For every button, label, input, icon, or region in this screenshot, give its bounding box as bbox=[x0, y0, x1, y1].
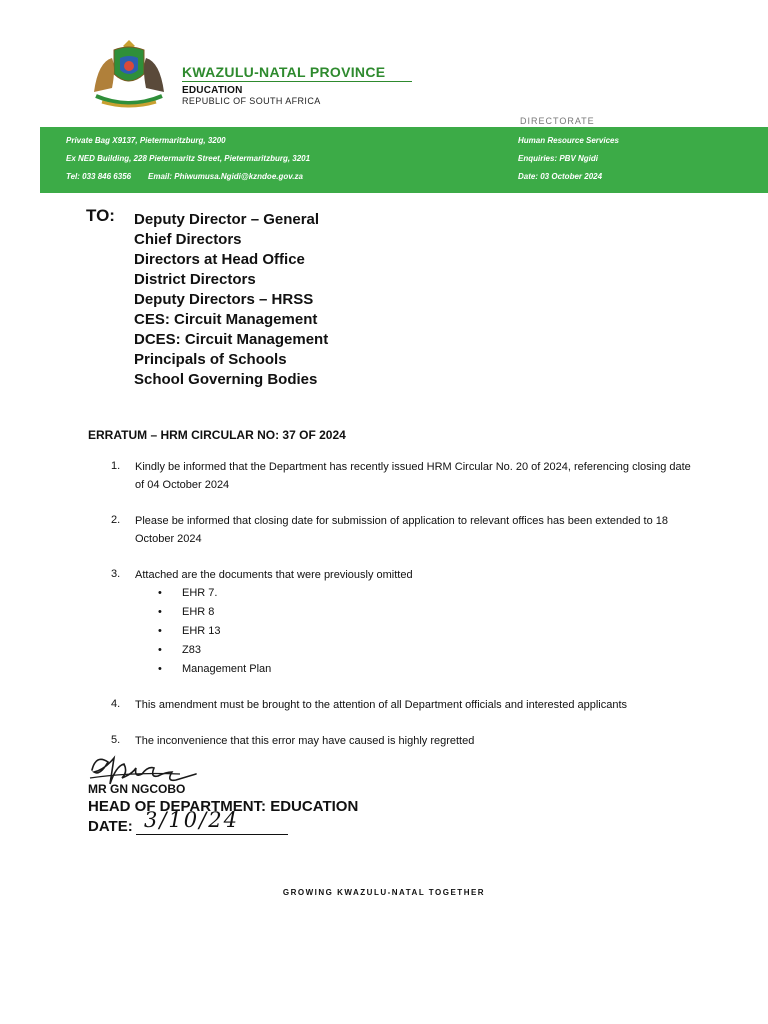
recipient: District Directors bbox=[134, 271, 256, 288]
bullet: • bbox=[158, 644, 162, 656]
recipient: Deputy Director – General bbox=[134, 211, 320, 228]
item-text: The inconvenience that this error may have caused is highly regretted bbox=[135, 735, 475, 747]
attachment-item: EHR 13 bbox=[182, 625, 221, 637]
item-number: 2. bbox=[111, 514, 121, 526]
item-text: Please be informed that closing date for submission of application to relevant offices has been extended to 18 October 2024 bbox=[135, 515, 669, 545]
bullet: • bbox=[158, 663, 162, 675]
coat-of-arms-icon bbox=[84, 36, 174, 110]
department-name: EDUCATION bbox=[182, 85, 243, 96]
directorate-label: DIRECTORATE bbox=[520, 116, 595, 126]
handwritten-date: 3/10/24 bbox=[144, 808, 239, 832]
letter-date: Date: 03 October 2024 bbox=[518, 172, 603, 181]
item-number: 5. bbox=[111, 734, 121, 746]
recipient: Deputy Directors – HRSS bbox=[134, 291, 314, 308]
recipient-list bbox=[134, 210, 328, 390]
item-text: Kindly be informed that the Department has recently issued HRM Circular No. 20 of 2024, referencing closing date of 04 October 2024 bbox=[135, 461, 691, 491]
footer-slogan: GROWING KWAZULU-NATAL TOGETHER bbox=[282, 888, 486, 897]
bullet: • bbox=[158, 625, 162, 637]
contact-band bbox=[40, 127, 768, 193]
subject-heading: ERRATUM – HRM CIRCULAR NO: 37 OF 2024 bbox=[88, 428, 346, 442]
recipient: DCES: Circuit Management bbox=[134, 331, 329, 348]
street-address: Ex NED Building, 228 Pietermaritz Street, Pietermaritzburg, 3201 bbox=[66, 154, 311, 163]
to-label: TO: bbox=[86, 206, 115, 225]
item-text: This amendment must be brought to the attention of all Department officials and interested applicants bbox=[135, 699, 628, 711]
recipient: Directors at Head Office bbox=[134, 251, 305, 268]
recipient: School Governing Bodies bbox=[134, 371, 318, 388]
date-label: DATE: bbox=[88, 818, 133, 835]
signatory-name: MR GN NGCOBO bbox=[88, 782, 186, 796]
attachment-item: EHR 8 bbox=[182, 606, 215, 618]
postal-address: Private Bag X9137, Pietermaritzburg, 3200 bbox=[66, 136, 226, 145]
recipient: CES: Circuit Management bbox=[134, 311, 318, 328]
telephone: Tel: 033 846 6356 bbox=[66, 172, 132, 181]
attachment-item: Management Plan bbox=[182, 663, 272, 675]
recipient: Principals of Schools bbox=[134, 351, 287, 368]
item-text: Attached are the documents that were previously omitted bbox=[135, 569, 413, 581]
country-name: REPUBLIC OF SOUTH AFRICA bbox=[182, 96, 321, 106]
province-name: KWAZULU-NATAL PROVINCE bbox=[182, 64, 386, 80]
bullet: • bbox=[158, 587, 162, 599]
enquiries: Enquiries: PBV Ngidi bbox=[518, 154, 599, 163]
directorate-name: Human Resource Services bbox=[518, 136, 619, 145]
recipient: Chief Directors bbox=[134, 231, 242, 248]
date-underline bbox=[136, 834, 288, 835]
signatory-title: HEAD OF DEPARTMENT: EDUCATION bbox=[88, 798, 359, 815]
attachment-item: EHR 7. bbox=[182, 587, 218, 599]
item-number: 1. bbox=[111, 460, 121, 472]
header-divider bbox=[182, 81, 412, 82]
bullet: • bbox=[158, 606, 162, 618]
item-number: 4. bbox=[111, 698, 121, 710]
item-number: 3. bbox=[111, 568, 121, 580]
attachment-item: Z83 bbox=[182, 644, 201, 656]
email: Email: Phiwumusa.Ngidi@kzndoe.gov.za bbox=[148, 172, 303, 181]
